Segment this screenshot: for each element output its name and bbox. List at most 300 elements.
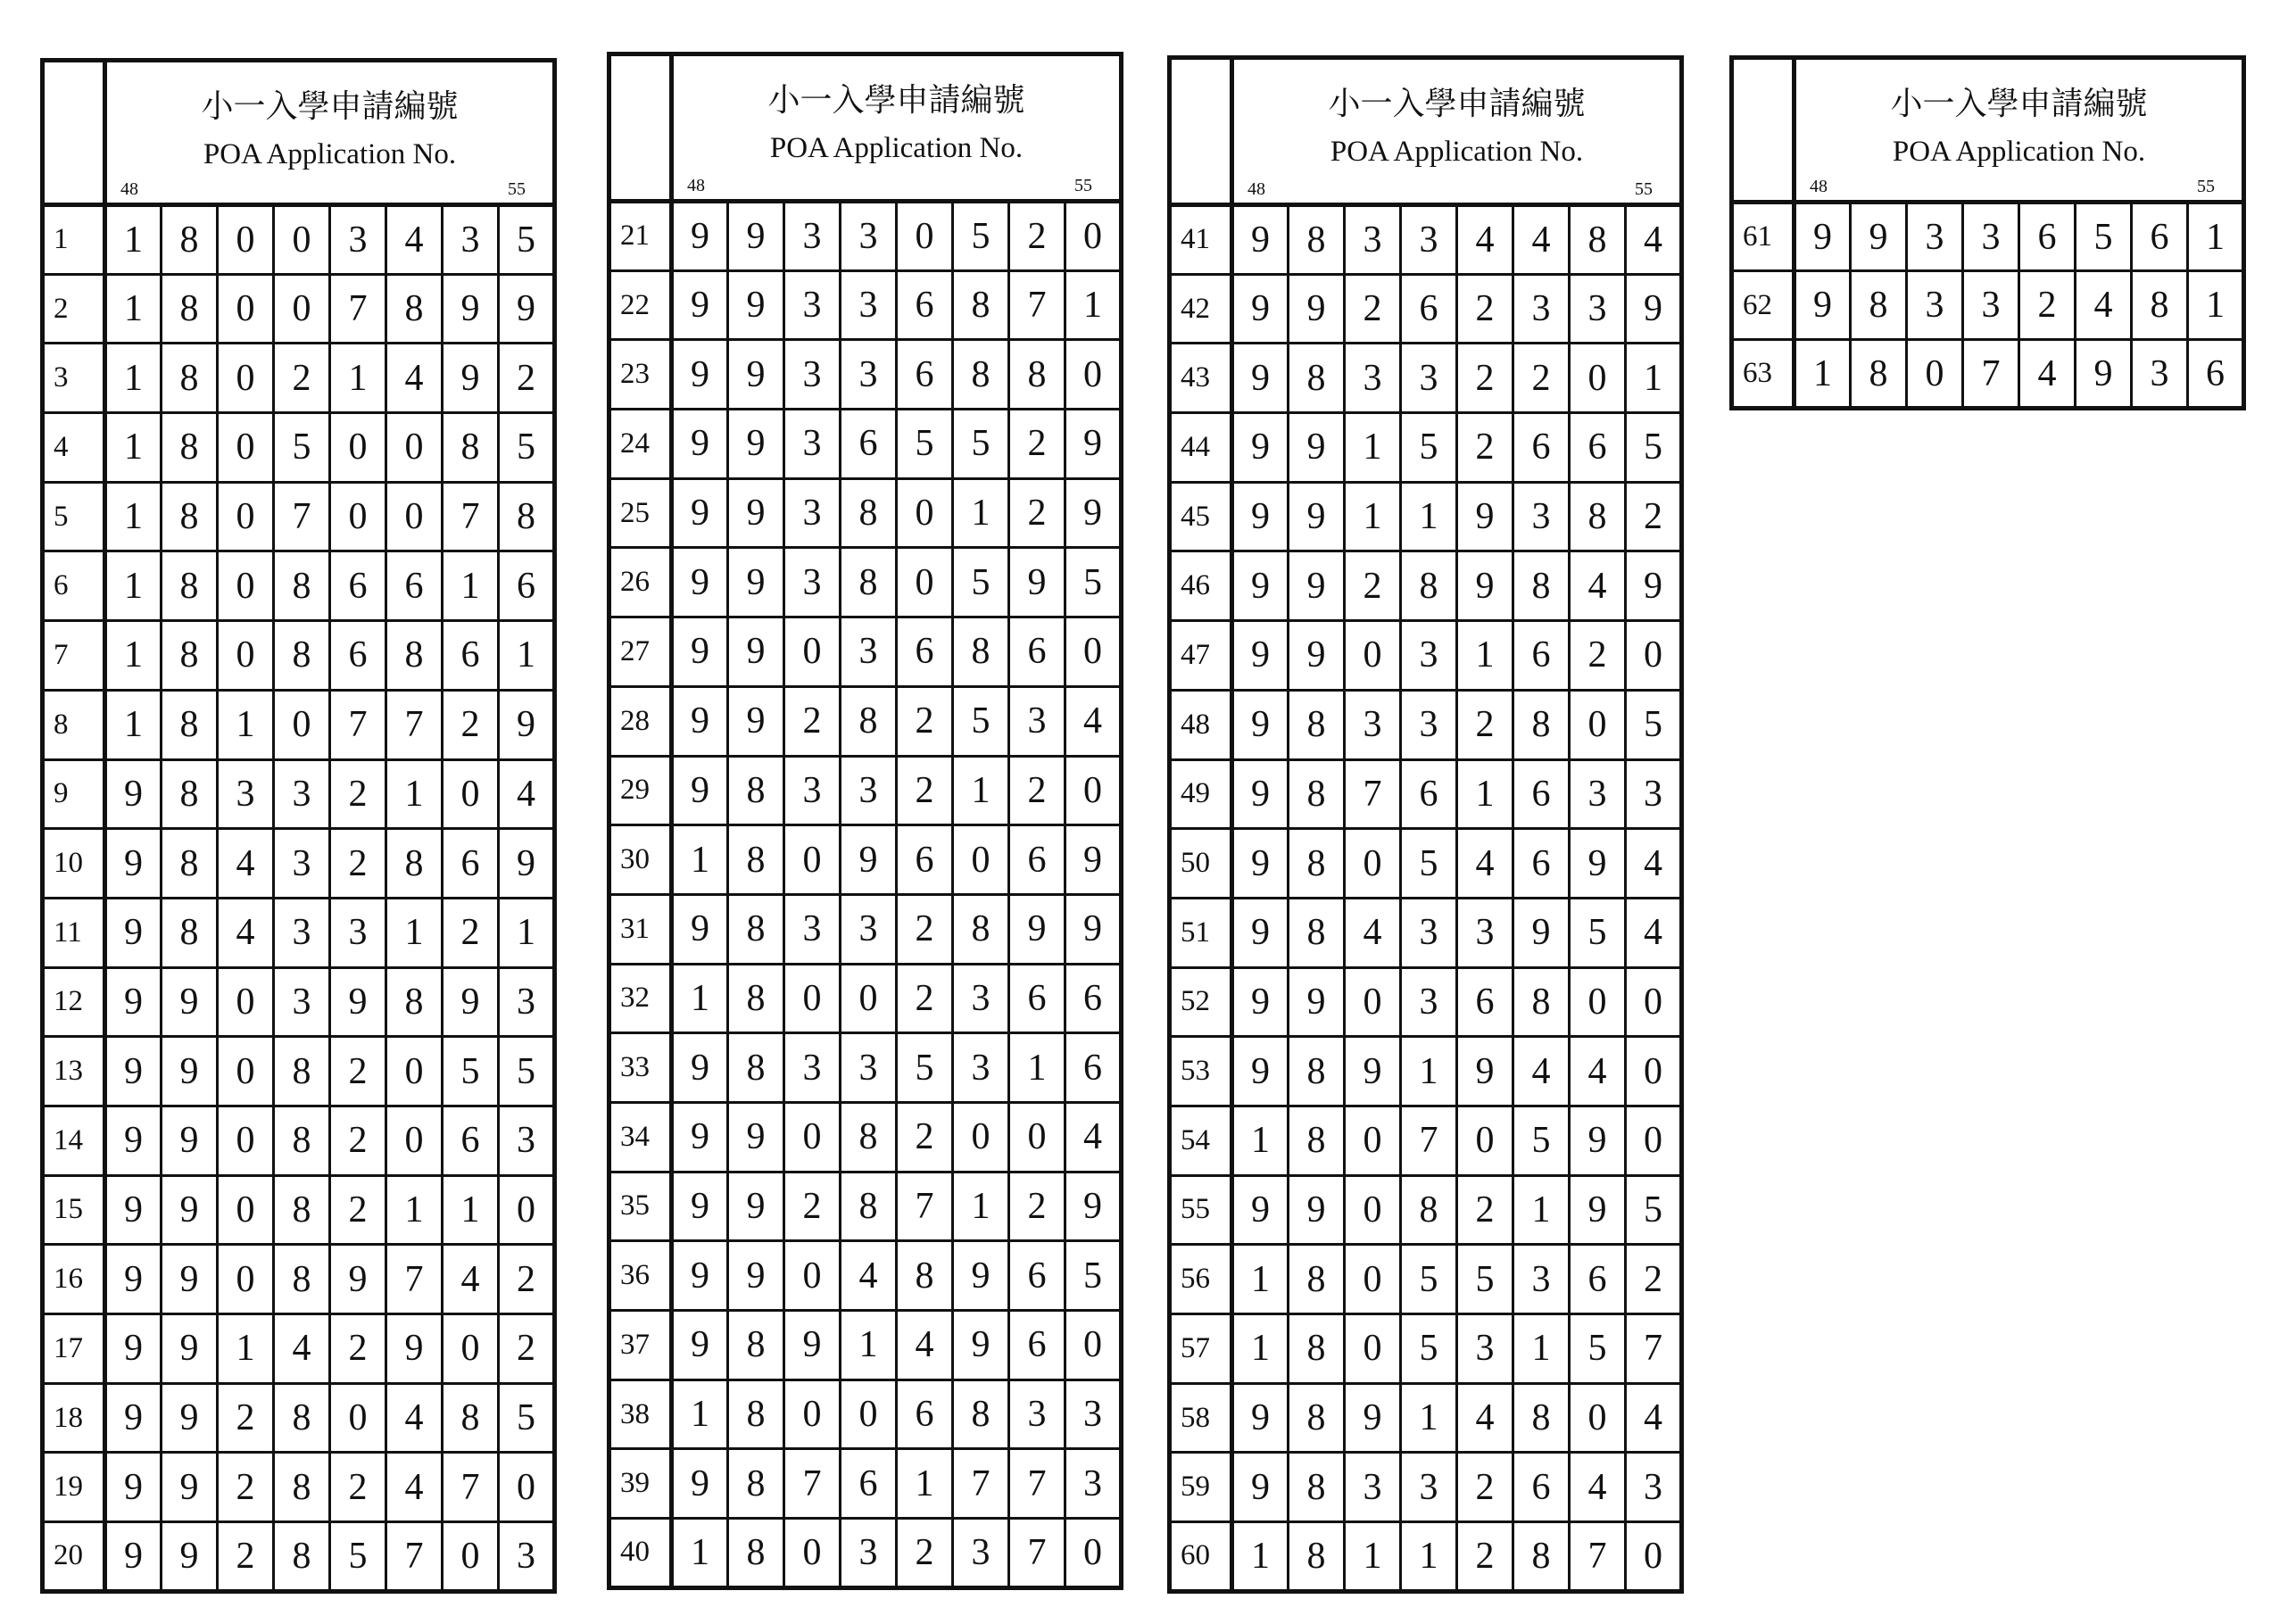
digit-cell: 2 [330, 1453, 386, 1522]
digit-cell: 9 [1289, 551, 1345, 621]
digit-cell: 0 [897, 202, 953, 271]
digit-cell: 0 [386, 1106, 443, 1175]
digit-cell: 9 [1457, 1037, 1513, 1106]
digit-cell: 9 [162, 1106, 218, 1175]
table-header-row [1732, 58, 2244, 203]
digit-cell: 9 [105, 829, 162, 899]
digit-cell: 0 [218, 274, 274, 344]
digit-cell: 8 [1289, 1037, 1345, 1106]
row-number: 52 [1170, 967, 1232, 1037]
row-number: 8 [43, 690, 105, 759]
digit-cell: 8 [728, 1449, 784, 1519]
digit-position-start: 48 [687, 176, 705, 195]
digit-cell: 1 [105, 690, 162, 759]
digit-cell: 9 [841, 825, 897, 895]
digit-cell: 5 [330, 1522, 386, 1592]
digit-cell: 2 [499, 1245, 555, 1314]
table-row [1170, 1037, 1682, 1106]
digit-cell: 1 [386, 898, 443, 967]
row-number: 19 [43, 1453, 105, 1522]
digit-cell: 3 [1513, 1245, 1570, 1314]
digit-cell: 8 [1513, 551, 1570, 621]
header-title-cell [672, 54, 1122, 202]
digit-cell: 2 [1345, 274, 1401, 344]
digit-cell: 0 [1457, 1106, 1513, 1175]
digit-cell: 9 [105, 1383, 162, 1453]
row-number: 31 [609, 894, 672, 964]
table-row [43, 1245, 555, 1314]
table-row [43, 344, 555, 413]
digit-cell: 4 [2019, 340, 2076, 409]
table-row [1170, 344, 1682, 413]
table-row [1170, 1245, 1682, 1314]
digit-cell: 1 [1401, 482, 1457, 551]
digit-cell: 8 [386, 621, 443, 691]
row-number: 5 [43, 482, 105, 551]
digit-cell: 3 [953, 964, 1009, 1033]
digit-cell: 9 [728, 202, 784, 271]
application-number-table-3 [1167, 55, 1684, 1594]
digit-cell: 8 [1851, 340, 1907, 409]
digit-cell: 3 [499, 1106, 555, 1175]
digit-cell: 2 [1626, 1245, 1682, 1314]
digit-cell: 9 [1009, 894, 1065, 964]
digit-cell: 9 [1232, 829, 1289, 899]
digit-cell: 6 [1570, 413, 1626, 483]
digit-cell: 7 [1570, 1522, 1626, 1592]
digit-cell: 3 [1345, 1453, 1401, 1522]
digit-cell: 0 [1345, 1175, 1401, 1245]
digit-cell: 9 [1289, 274, 1345, 344]
table-row [1170, 1453, 1682, 1522]
digit-cell: 7 [1345, 759, 1401, 829]
digit-cell: 0 [953, 825, 1009, 895]
digit-cell: 0 [953, 1102, 1009, 1172]
digit-cell: 9 [1626, 274, 1682, 344]
table-row [1170, 482, 1682, 551]
row-number: 57 [1170, 1314, 1232, 1384]
digit-cell: 1 [105, 413, 162, 483]
digit-cell: 2 [897, 686, 953, 756]
digit-cell: 7 [386, 1245, 443, 1314]
digit-cell: 2 [330, 829, 386, 899]
digit-cell: 2 [443, 690, 499, 759]
digit-cell: 0 [330, 1383, 386, 1453]
row-number: 23 [609, 340, 672, 410]
digit-cell: 7 [330, 274, 386, 344]
digit-cell: 0 [218, 344, 274, 413]
digit-cell: 0 [784, 1380, 841, 1449]
header-title-cell [1795, 58, 2244, 203]
table-header-row [1170, 58, 1682, 205]
digit-cell: 9 [1232, 1453, 1289, 1522]
digit-cell: 0 [274, 205, 330, 275]
digit-cell: 8 [728, 1519, 784, 1588]
digit-cell: 7 [1401, 1106, 1457, 1175]
digit-cell: 9 [1232, 898, 1289, 967]
row-number: 44 [1170, 413, 1232, 483]
digit-cell: 9 [1065, 825, 1122, 895]
digit-cell: 9 [1232, 344, 1289, 413]
digit-cell: 2 [330, 759, 386, 829]
digit-cell: 8 [274, 1037, 330, 1106]
table-row [1732, 340, 2244, 409]
digit-cell: 9 [953, 1241, 1009, 1311]
digit-cell: 9 [105, 1245, 162, 1314]
digit-cell: 8 [728, 964, 784, 1033]
digit-cell: 3 [330, 205, 386, 275]
table-row [1170, 1383, 1682, 1453]
digit-cell: 4 [1457, 829, 1513, 899]
row-number: 46 [1170, 551, 1232, 621]
digit-cell: 8 [274, 1453, 330, 1522]
digit-cell: 6 [1513, 413, 1570, 483]
digit-cell: 9 [1232, 413, 1289, 483]
table-row [609, 340, 1122, 410]
digit-cell: 4 [1513, 1037, 1570, 1106]
digit-cell: 5 [1457, 1245, 1513, 1314]
digit-cell: 8 [728, 1380, 784, 1449]
table-row [43, 205, 555, 275]
row-number: 12 [43, 967, 105, 1037]
digit-cell: 9 [499, 274, 555, 344]
digit-cell: 1 [672, 964, 728, 1033]
digit-cell: 1 [1401, 1522, 1457, 1592]
table-row [1170, 1522, 1682, 1592]
digit-cell: 5 [1570, 1314, 1626, 1384]
row-number: 33 [609, 1033, 672, 1103]
digit-cell: 2 [218, 1453, 274, 1522]
row-number: 27 [609, 617, 672, 687]
table-row [609, 1449, 1122, 1519]
digit-cell: 6 [1513, 621, 1570, 691]
digit-cell: 0 [1065, 1311, 1122, 1380]
row-number: 1 [43, 205, 105, 275]
row-number: 15 [43, 1175, 105, 1245]
digit-cell: 8 [953, 1380, 1009, 1449]
digit-cell: 4 [1457, 1383, 1513, 1453]
table-row [609, 202, 1122, 271]
digit-cell: 3 [274, 829, 330, 899]
digit-cell: 5 [1401, 1245, 1457, 1314]
digit-cell: 8 [162, 205, 218, 275]
digit-cell: 0 [386, 482, 443, 551]
digit-cell: 0 [784, 1241, 841, 1311]
digit-cell: 1 [1345, 482, 1401, 551]
table-row [609, 894, 1122, 964]
digit-cell: 9 [728, 548, 784, 617]
digit-cell: 8 [162, 274, 218, 344]
digit-cell: 0 [784, 617, 841, 687]
table-row [43, 898, 555, 967]
digit-cell: 8 [1401, 551, 1457, 621]
table-row [1170, 898, 1682, 967]
digit-cell: 0 [1626, 1106, 1682, 1175]
header-title-english: POA Application No. [769, 132, 1024, 164]
application-number-table-1 [40, 58, 557, 1594]
table-row [1732, 203, 2244, 271]
digit-cell: 1 [218, 1314, 274, 1384]
digit-cell: 1 [953, 478, 1009, 548]
digit-cell: 6 [330, 551, 386, 621]
digit-cell: 9 [105, 967, 162, 1037]
digit-cell: 9 [1345, 1037, 1401, 1106]
digit-cell: 0 [1626, 1522, 1682, 1592]
digit-cell: 0 [1907, 340, 1963, 409]
digit-cell: 0 [1626, 1037, 1682, 1106]
digit-cell: 8 [386, 829, 443, 899]
table-row [43, 1106, 555, 1175]
digit-cell: 8 [443, 1383, 499, 1453]
digit-cell: 1 [105, 482, 162, 551]
digit-cell: 0 [443, 1314, 499, 1384]
digit-cell: 4 [1626, 205, 1682, 275]
digit-cell: 9 [672, 340, 728, 410]
row-number: 16 [43, 1245, 105, 1314]
digit-cell: 1 [1457, 621, 1513, 691]
digit-cell: 2 [499, 1314, 555, 1384]
digit-cell: 4 [1065, 1102, 1122, 1172]
digit-cell: 2 [499, 344, 555, 413]
digit-cell: 6 [841, 410, 897, 479]
row-number: 62 [1732, 271, 1795, 340]
digit-position-end: 55 [1635, 179, 1653, 199]
header-title-english: POA Application No. [1892, 136, 2146, 168]
digit-cell: 9 [162, 1037, 218, 1106]
header-title-english: POA Application No. [1330, 136, 1584, 168]
row-number: 58 [1170, 1383, 1232, 1453]
digit-cell: 9 [672, 894, 728, 964]
table-row [609, 686, 1122, 756]
digit-cell: 2 [2019, 271, 2076, 340]
digit-cell: 6 [897, 270, 953, 340]
digit-cell: 9 [1795, 271, 1851, 340]
digit-cell: 4 [1626, 829, 1682, 899]
digit-cell: 8 [1009, 340, 1065, 410]
digit-cell: 8 [1851, 271, 1907, 340]
digit-cell: 3 [274, 967, 330, 1037]
digit-cell: 6 [2188, 340, 2244, 409]
digit-cell: 8 [1289, 1314, 1345, 1384]
digit-cell: 4 [1065, 686, 1122, 756]
digit-cell: 2 [784, 1172, 841, 1241]
digit-cell: 8 [2132, 271, 2188, 340]
digit-cell: 9 [1232, 759, 1289, 829]
digit-cell: 2 [1009, 756, 1065, 825]
digit-cell: 3 [784, 478, 841, 548]
row-number: 56 [1170, 1245, 1232, 1314]
digit-cell: 2 [330, 1037, 386, 1106]
digit-cell: 4 [386, 1453, 443, 1522]
digit-cell: 6 [330, 621, 386, 691]
digit-cell: 2 [1009, 202, 1065, 271]
digit-cell: 8 [953, 894, 1009, 964]
digit-cell: 2 [897, 756, 953, 825]
row-number: 49 [1170, 759, 1232, 829]
digit-cell: 3 [1345, 205, 1401, 275]
row-number: 10 [43, 829, 105, 899]
digit-cell: 0 [1626, 621, 1682, 691]
digit-cell: 3 [1513, 274, 1570, 344]
digit-cell: 3 [1009, 686, 1065, 756]
row-number: 55 [1170, 1175, 1232, 1245]
digit-cell: 0 [1065, 756, 1122, 825]
digit-cell: 2 [1457, 274, 1513, 344]
digit-cell: 9 [953, 1311, 1009, 1380]
row-number: 34 [609, 1102, 672, 1172]
digit-cell: 9 [728, 478, 784, 548]
table-row [43, 1175, 555, 1245]
table-row [43, 967, 555, 1037]
digit-cell: 6 [499, 551, 555, 621]
digit-cell: 9 [1289, 413, 1345, 483]
digit-cell: 8 [162, 551, 218, 621]
digit-cell: 2 [897, 894, 953, 964]
digit-cell: 8 [1289, 759, 1345, 829]
header-corner-cell [43, 61, 105, 205]
digit-cell: 6 [2132, 203, 2188, 271]
digit-cell: 3 [1963, 271, 2019, 340]
table-row [1170, 967, 1682, 1037]
digit-cell: 5 [953, 410, 1009, 479]
digit-cell: 1 [1065, 270, 1122, 340]
digit-cell: 2 [274, 344, 330, 413]
digit-cell: 3 [1570, 759, 1626, 829]
digit-cell: 2 [330, 1106, 386, 1175]
digit-cell: 0 [218, 621, 274, 691]
digit-cell: 8 [841, 686, 897, 756]
digit-cell: 7 [897, 1172, 953, 1241]
table-row [609, 548, 1122, 617]
row-number: 38 [609, 1380, 672, 1449]
table-row [609, 1241, 1122, 1311]
row-number: 6 [43, 551, 105, 621]
row-number: 48 [1170, 690, 1232, 759]
digit-cell: 3 [2132, 340, 2188, 409]
digit-cell: 9 [1232, 690, 1289, 759]
digit-cell: 1 [330, 344, 386, 413]
digit-cell: 0 [1570, 1383, 1626, 1453]
table-row [609, 1033, 1122, 1103]
digit-cell: 8 [953, 340, 1009, 410]
digit-cell: 8 [1289, 205, 1345, 275]
row-number: 11 [43, 898, 105, 967]
row-number: 47 [1170, 621, 1232, 691]
digit-cell: 1 [386, 759, 443, 829]
digit-cell: 3 [841, 270, 897, 340]
digit-cell: 6 [443, 621, 499, 691]
row-number: 2 [43, 274, 105, 344]
digit-cell: 1 [1795, 340, 1851, 409]
digit-cell: 8 [162, 621, 218, 691]
digit-cell: 7 [330, 690, 386, 759]
digit-position-end: 55 [1074, 176, 1092, 195]
digit-cell: 2 [1009, 1172, 1065, 1241]
digit-cell: 1 [218, 690, 274, 759]
digit-cell: 3 [841, 1033, 897, 1103]
digit-cell: 6 [841, 1449, 897, 1519]
digit-cell: 8 [162, 344, 218, 413]
digit-cell: 9 [1232, 274, 1289, 344]
digit-cell: 5 [1626, 1175, 1682, 1245]
digit-cell: 3 [784, 1033, 841, 1103]
digit-cell: 8 [162, 413, 218, 483]
digit-cell: 6 [897, 825, 953, 895]
digit-cell: 9 [105, 1314, 162, 1384]
digit-cell: 2 [897, 1519, 953, 1588]
digit-cell: 3 [784, 756, 841, 825]
digit-cell: 3 [1401, 690, 1457, 759]
digit-cell: 9 [784, 1311, 841, 1380]
digit-cell: 5 [274, 413, 330, 483]
digit-cell: 9 [162, 1245, 218, 1314]
row-number: 59 [1170, 1453, 1232, 1522]
table-row [1170, 205, 1682, 275]
digit-cell: 3 [784, 270, 841, 340]
digit-cell: 0 [218, 413, 274, 483]
digit-cell: 9 [443, 967, 499, 1037]
digit-cell: 0 [784, 964, 841, 1033]
digit-cell: 9 [728, 1172, 784, 1241]
application-number-table-4 [1729, 55, 2246, 410]
row-number: 28 [609, 686, 672, 756]
digit-cell: 3 [1457, 1314, 1513, 1384]
digit-cell: 0 [499, 1453, 555, 1522]
row-number: 36 [609, 1241, 672, 1311]
digit-position-end: 55 [508, 179, 526, 199]
digit-cell: 2 [1457, 1175, 1513, 1245]
digit-cell: 3 [953, 1033, 1009, 1103]
digit-cell: 1 [105, 621, 162, 691]
row-number: 18 [43, 1383, 105, 1453]
digit-cell: 2 [897, 964, 953, 1033]
table-row [1170, 274, 1682, 344]
table-row [43, 829, 555, 899]
table-row [43, 621, 555, 691]
digit-cell: 0 [1345, 1314, 1401, 1384]
digit-cell: 2 [1457, 344, 1513, 413]
digit-cell: 3 [1009, 1380, 1065, 1449]
digit-cell: 9 [162, 1383, 218, 1453]
digit-cell: 4 [1626, 1383, 1682, 1453]
digit-cell: 9 [1851, 203, 1907, 271]
digit-cell: 1 [2188, 271, 2244, 340]
digit-cell: 5 [499, 413, 555, 483]
digit-cell: 9 [105, 1106, 162, 1175]
digit-cell: 8 [162, 690, 218, 759]
digit-cell: 4 [274, 1314, 330, 1384]
digit-cell: 0 [330, 413, 386, 483]
digit-cell: 3 [1345, 690, 1401, 759]
digit-cell: 0 [218, 1106, 274, 1175]
digit-cell: 8 [841, 478, 897, 548]
row-number: 21 [609, 202, 672, 271]
digit-cell: 7 [443, 1453, 499, 1522]
digit-cell: 8 [1513, 967, 1570, 1037]
digit-cell: 5 [953, 202, 1009, 271]
digit-cell: 8 [274, 621, 330, 691]
digit-cell: 3 [218, 759, 274, 829]
table-row [43, 1037, 555, 1106]
digit-cell: 9 [672, 270, 728, 340]
digit-cell: 9 [728, 1102, 784, 1172]
digit-cell: 1 [499, 621, 555, 691]
digit-cell: 3 [1457, 898, 1513, 967]
digit-cell: 5 [953, 686, 1009, 756]
digit-cell: 9 [162, 1453, 218, 1522]
digit-position-start: 48 [120, 179, 138, 199]
table-row [609, 1172, 1122, 1241]
